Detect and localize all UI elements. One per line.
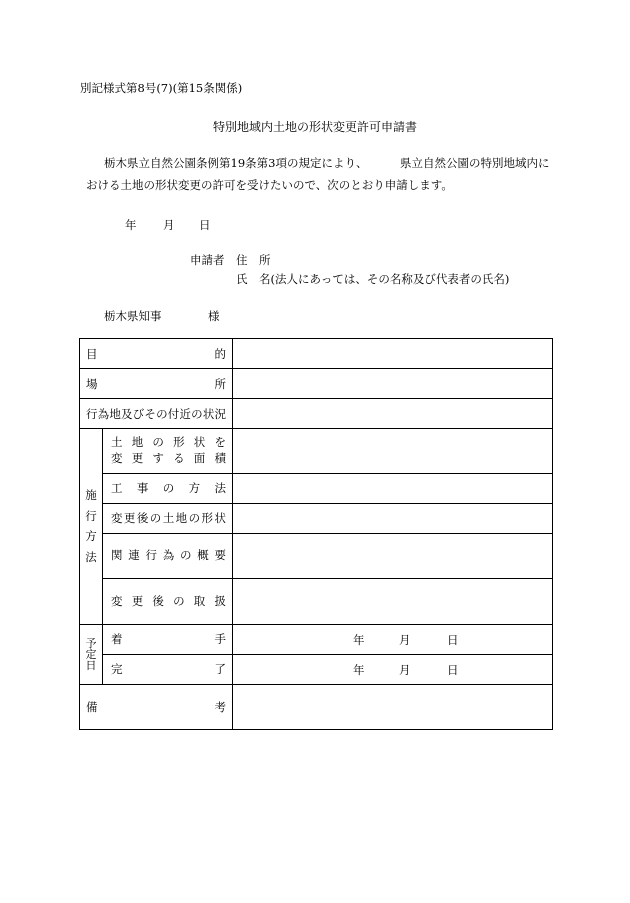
purpose-label: 目的 [80,339,233,369]
end-year-label: 年 [353,662,365,677]
construction-method-field[interactable] [233,474,553,504]
start-year-label: 年 [353,632,365,647]
method-group-char: 施 [85,488,97,502]
area-label-line2: 変更する面積 [111,451,226,465]
date-day-label: 日 [199,218,211,232]
schedule-group-label [80,625,103,685]
construction-method-label: 工事の方法 [103,474,233,504]
table-row-location [80,369,553,399]
intro-text-line2: おける土地の形状変更の許可を受けたいので、次のとおり申請します。 [86,178,453,192]
location-label: 場所 [80,369,233,399]
area-field[interactable] [233,429,553,474]
handling-after-label: 変更後の取扱 [103,579,233,625]
table-row-construction [80,474,553,504]
schedule-group-char: 予 [85,637,97,650]
schedule-group-char: 定 [85,648,97,661]
method-group-char: 行 [85,508,97,523]
schedule-group-char: 日 [85,659,97,672]
end-date-field[interactable] [233,655,553,685]
intro-text-line1a: 栃木県立自然公園条例第19条第3項の規定により、 [104,156,368,170]
application-table [79,338,553,730]
purpose-field[interactable] [233,339,553,369]
area-label [103,429,233,474]
remarks-label: 備考 [80,685,233,730]
method-group-char: 方 [85,529,97,543]
date-month-label: 月 [163,218,175,232]
name-label: 氏 名(法人にあっては、その名称及び代表者の氏名) [236,272,510,286]
location-field[interactable] [233,369,553,399]
table-row-handling [80,579,553,625]
table-row-related [80,534,553,579]
intro-text-line1b: 県立自然公園の特別地域内に [400,156,550,170]
shape-after-field[interactable] [233,504,553,534]
start-label: 着手 [103,625,233,655]
table-row-start [80,625,553,655]
table-row-area [80,429,553,474]
end-month-label: 月 [399,662,411,677]
table-row-shape [80,504,553,534]
area-label-line1: 土地の形状を [111,435,226,450]
handling-after-field[interactable] [233,579,553,625]
remarks-field[interactable] [233,685,553,730]
method-group-label [80,429,103,625]
shape-after-label: 変更後の土地の形状 [103,504,233,534]
situation-field[interactable] [233,399,553,429]
addressee-name: 栃木県知事 [104,309,162,323]
end-label: 完了 [103,655,233,685]
table-row-purpose [80,339,553,369]
applicant-label: 申請者 [190,253,225,267]
start-month-label: 月 [399,632,411,647]
form-number: 別記様式第8号(7)(第15条関係) [80,81,243,95]
table-row-situation [80,399,553,429]
address-label: 住 所 [236,253,271,267]
addressee-honorific: 様 [208,309,220,323]
start-date-field[interactable] [233,625,553,655]
method-group-char: 法 [85,549,97,564]
table-row-remarks [80,685,553,730]
table-row-end [80,655,553,685]
end-day-label: 日 [447,662,459,677]
related-acts-label: 関連行為の概要 [103,534,233,579]
situation-label: 行為地及びその付近の状況 [80,399,233,429]
date-year-label: 年 [125,218,137,232]
start-day-label: 日 [447,632,459,647]
related-acts-field[interactable] [233,534,553,579]
form-title: 特別地域内土地の形状変更許可申請書 [212,120,417,134]
